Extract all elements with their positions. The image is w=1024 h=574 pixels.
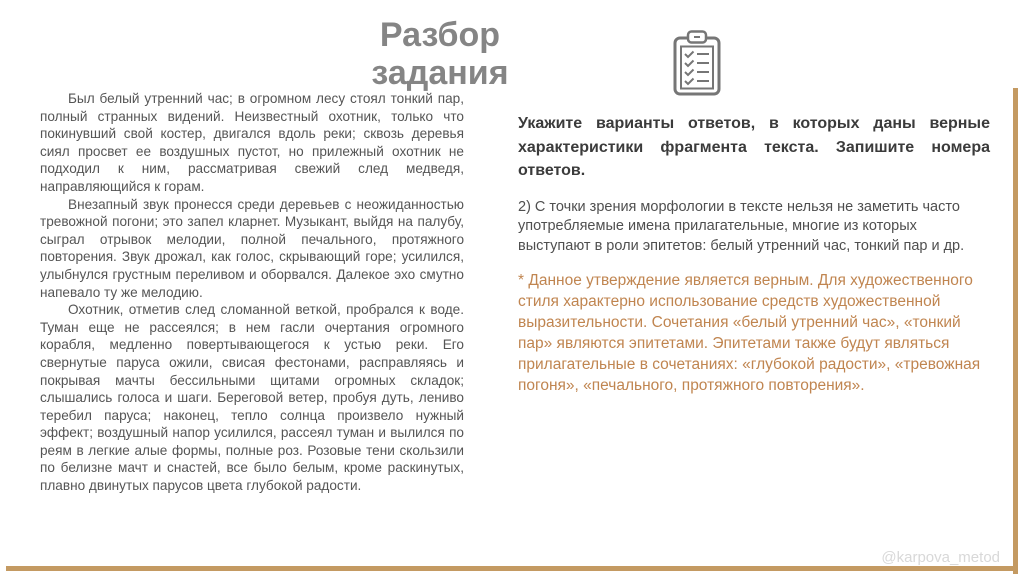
slide-title: Разбор задания: [371, 16, 509, 92]
source-text-paragraph: Охотник, отметив след сломанной веткой, пробрался к воде. Туман еще не рассеялся; в нем гасли очертания огромного корабля, медленно повертывающегося к устью реки. Его свернутые паруса ожили, свисая фестонами, расправляясь и покрывая мачты бессильными щитами огромных складок; слышались голоса и шаги. Береговой ветер, пробуя дуть, лениво теребил паруса; наконец, тепло солнца произвело нужный эффект; воздушный напор усилился, рассеял туман и вылился по реям в легкие алые формы, полные роз. Розовые тени скользили по белизне мачт и снастей, все было белым, кроме раскинутых, плавно двинутых парусов цвета глубокой радости.: [40, 302, 464, 494]
task-question: Укажите варианты ответов, в которых даны верные характеристики фрагмента текста. Запишите номера ответов.: [518, 115, 990, 179]
accent-line-vertical: [1013, 88, 1018, 574]
accent-line-horizontal: [6, 566, 1018, 571]
checklist-clipboard-icon: [670, 29, 724, 99]
answer-explanation: * Данное утверждение является верным. Для художественного стиля характерно использование средств художественной выразительности. Сочетания «белый утренний час», «тонкий пар» являются эпитетами. Эпитетами также будут являться прилагательные в сочетаниях: «глубокой радости», «тревожная погоня», «печального, протяжного повторения».: [518, 272, 981, 394]
source-text-block: [40, 90, 464, 495]
source-text-paragraph: Внезапный звук пронесся среди деревьев с неожиданностью тревожной погони; это запел кларнет. Музыкант, выйдя на палубу, сыграл отрывок мелодии, полной печального, протяжного повторения. Звук дрожал, как голос, скрывающий горе; усилился, улыбнулся грустным переливом и оборвался. Далекое эхо смутно напевало ту же мелодию.: [40, 196, 464, 300]
analysis-block: [518, 112, 990, 396]
source-text-paragraph: Был белый утренний час; в огромном лесу стоял тонкий пар, полный странных видений. Неизвестный охотник, только что покинувший свой костер, двигался вдоль реки; сквозь деревья сиял просвет ее воздушных пустот, но прилежный охотник не подходил к ним, рассматривая свежий след медведя, направляющийся к горам.: [40, 91, 464, 194]
answer-option-2: 2) С точки зрения морфологии в тексте нельзя не заметить часто употребляемые имена прилагательные, многие из которых выступают в роли эпитетов: белый утренний час, тонкий пар и др.: [518, 198, 965, 254]
watermark: @karpova_metod: [881, 549, 1000, 566]
